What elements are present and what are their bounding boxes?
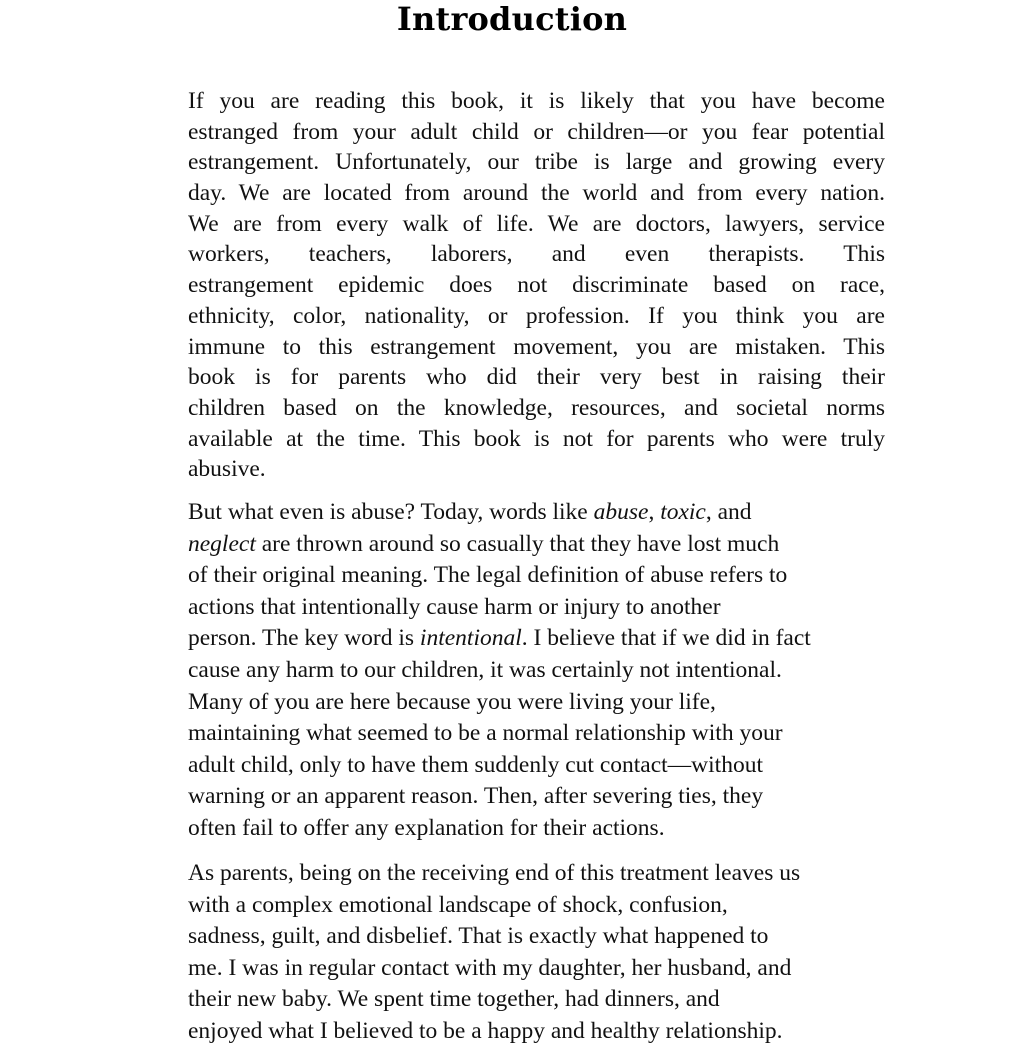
text-line: actions that intentionally cause harm or injury to another: [188, 593, 721, 620]
text-run: ,: [648, 499, 661, 525]
text-line: with a complex emotional landscape of shock, confusion,: [188, 891, 728, 918]
italic-term-abuse: abuse: [593, 499, 649, 525]
text-line: estrangement epidemic does not discriminate based on race,: [188, 272, 885, 299]
text-line: adult child, only to have them suddenly cut contact—without: [188, 751, 763, 778]
text-line: cause any harm to our children, it was certainly not intentional.: [188, 656, 782, 683]
text-line: of their original meaning. The legal definition of abuse refers to: [188, 562, 788, 589]
text-run: But what even is abuse? Today, words like: [188, 499, 594, 525]
text-line: workers, teachers, laborers, and even therapists. This: [188, 241, 885, 268]
text-run: person. The key word is: [188, 625, 420, 652]
text-line: warning or an apparent reason. Then, after severing ties, they: [188, 783, 764, 810]
text-run: are thrown around so casually that they have lost much: [255, 530, 780, 557]
paragraph-3: [188, 858, 885, 1048]
italic-term-neglect: neglect: [188, 530, 256, 557]
page-title: Introduction: [396, 0, 628, 38]
text-line: estranged from your adult child or children—or you fear potential: [188, 118, 885, 145]
text-line: As parents, being on the receiving end of this treatment leaves us: [188, 860, 801, 886]
text-line: maintaining what seemed to be a normal relationship with your: [188, 720, 783, 747]
text-line: ethnicity, color, nationality, or profession. If you think you are: [188, 302, 885, 329]
text-line: enjoyed what I believed to be a happy and healthy relationship.: [188, 1017, 783, 1044]
italic-term-toxic: toxic: [660, 499, 706, 525]
text-run: , and: [705, 499, 752, 525]
paragraph-1: [188, 86, 885, 485]
text-line: We are from every walk of life. We are doctors, lawyers, service: [188, 210, 885, 237]
text-line: estrangement. Unfortunately, our tribe is large and growing every: [188, 149, 885, 176]
text-line: book is for parents who did their very best in raising their: [188, 364, 885, 391]
text-line: [188, 497, 885, 529]
text-line: sadness, guilt, and disbelief. That is exactly what happened to: [188, 923, 769, 950]
text-line: children based on the knowledge, resources, and societal norms: [188, 394, 885, 421]
text-line: available at the time. This book is not for parents who were truly: [188, 425, 885, 452]
paragraph-2: [188, 497, 885, 845]
text-line: [188, 529, 885, 561]
text-line: day. We are located from around the world and from every nation.: [188, 180, 885, 207]
text-line: abusive.: [188, 456, 266, 483]
text-line: If you are reading this book, it is likely that you have become: [188, 88, 885, 114]
text-run: . I believe that if we did in fact: [521, 625, 811, 652]
text-line: immune to this estrangement movement, you are mistaken. This: [188, 333, 885, 360]
italic-term-intentional: intentional: [419, 625, 522, 652]
text-line: their new baby. We spent time together, had dinners, and: [188, 986, 720, 1013]
text-line: often fail to offer any explanation for their actions.: [188, 814, 665, 841]
text-line: Many of you are here because you were living your life,: [188, 688, 716, 715]
text-line: [188, 623, 885, 655]
text-line: me. I was in regular contact with my daughter, her husband, and: [188, 954, 792, 981]
